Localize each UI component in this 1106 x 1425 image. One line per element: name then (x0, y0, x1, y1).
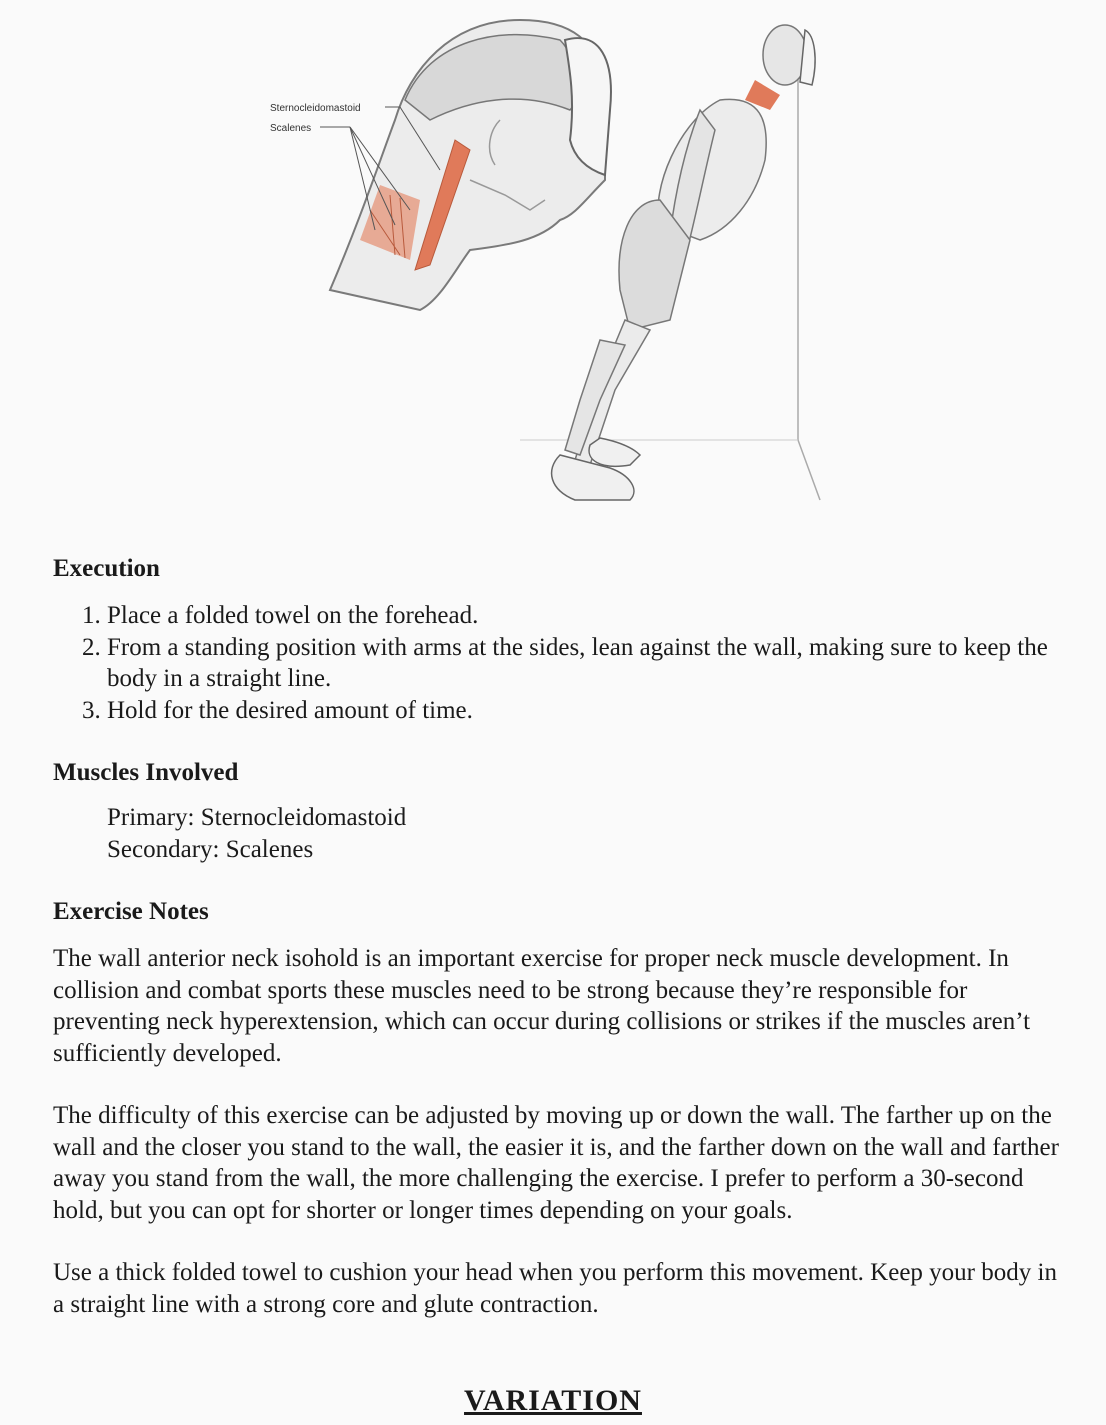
label-scalenes: Scalenes (270, 123, 312, 134)
main-content (53, 552, 1073, 1320)
notes-paragraph: Use a thick folded towel to cushion your head when you perform this movement. Keep your body in a straight line with a strong core and glute contraction. (53, 1259, 1057, 1318)
muscles-list (53, 802, 1073, 865)
execution-step: 3. Hold for the desired amount of time. (107, 695, 1073, 727)
primary-muscle: Primary: Sternocleidomastoid (107, 804, 407, 831)
variation-heading: VARIATION (464, 1384, 642, 1417)
notes-heading: Exercise Notes (53, 898, 209, 925)
label-sternocleidomastoid: Sternocleidomastoid (270, 103, 361, 114)
execution-steps (53, 600, 1073, 726)
head-closeup (330, 20, 611, 310)
notes-paragraph: The difficulty of this exercise can be adjusted by moving up or down the wall. The farther up on the wall and the closer you stand to the wall, the easier it is, and the farther down on the wall and farther away you stand from the wall, the more challenging the exercise. I prefer to perform a 30-second hold, but you can opt for shorter or longer times depending on your goals. (53, 1102, 1059, 1224)
neck-isohold-figure (0, 0, 1106, 530)
execution-step: 1. Place a folded towel on the forehead. (107, 600, 1073, 632)
notes-paragraph: The wall anterior neck isohold is an important exercise for proper neck muscle development. In collision and combat sports these muscles need to be strong because they’re responsible for preventing neck hyperextension, which can occur during collisions or strikes if the muscles aren’t sufficiently developed. (53, 945, 1031, 1067)
muscles-heading: Muscles Involved (53, 759, 239, 786)
execution-step: 2. From a standing position with arms at the sides, lean against the wall, making sure to keep the body in a straight line. (107, 632, 1073, 695)
execution-heading: Execution (53, 555, 160, 582)
secondary-muscle: Secondary: Scalenes (107, 835, 314, 863)
exercise-illustration (0, 0, 1106, 530)
